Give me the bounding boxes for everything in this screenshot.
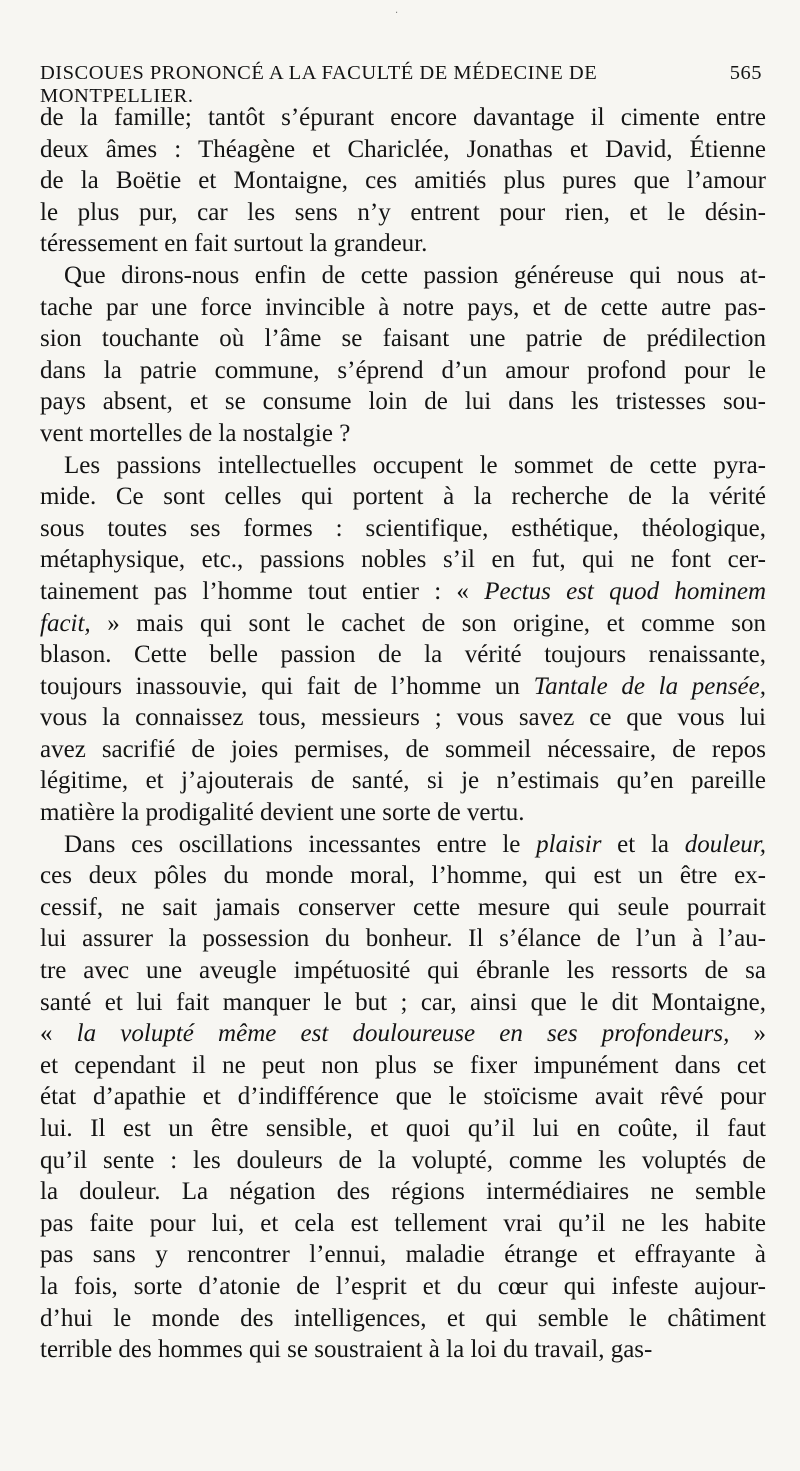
text-line [40,323,766,355]
text-segment: métaphysique, etc., passions nobles s’il en fut, qui ne font cer- [40,546,766,574]
paragraph [40,829,766,1366]
text-line [40,639,766,671]
text-line [40,1334,766,1366]
text-line [40,1050,766,1082]
text-segment: vous la connaissez tous, messieurs ; vous savez ce que vous lui [40,704,766,732]
text-segment: légitime, et j’ajouterais de santé, si je n’estimais qu’en pareille [40,767,766,795]
text-segment: vent mortelles de la nostalgie ? [40,419,351,447]
text-segment: matière la prodigalité devient une sorte de vertu. [40,799,525,827]
text-line [40,1239,766,1271]
text-line [40,892,766,924]
text-line [40,165,766,197]
page-tick-mark: ‧ [395,8,399,19]
text-segment: pays absent, et se consume loin de lui dans les tristesses sou- [40,388,766,416]
text-segment: état d’apathie et d’indifférence que le stoïcisme avait rêvé pour [40,1083,766,1111]
text-line [40,1081,766,1113]
text-segment: de la famille; tantôt s’épurant encore davantage il cimente entre [40,104,766,131]
text-line [40,450,766,482]
text-line [40,355,766,387]
text-line [40,1303,766,1335]
text-segment: et la [601,830,685,858]
text-segment: ces deux pôles du monde moral, l’homme, qui est un être ex- [40,862,766,890]
text-segment: d’hui le monde des intelligences, et qui semble le châtiment [40,1304,766,1332]
text-line [40,576,766,608]
italic-text: Tantale de la pensée, [533,672,766,700]
text-line [40,1113,766,1145]
text-segment: cessif, ne sait jamais conserver cette mesure qui seule pourrait [40,893,766,921]
text-line [40,923,766,955]
text-segment: tache par une force invincible à notre pays, et de cette autre pas- [40,293,766,321]
text-segment: mide. Ce sont celles qui portent à la recherche de la vérité [40,483,766,511]
text-line [40,260,766,292]
paragraph [40,450,766,829]
text-segment: dans la patrie commune, s’éprend d’un amour profond pour le [40,356,766,384]
body-text [40,102,766,1366]
paragraph [40,102,766,260]
text-line [40,955,766,987]
text-line [40,734,766,766]
text-segment: téressement en fait surtout la grandeur. [40,230,428,258]
text-line [40,671,766,703]
text-segment: et cependant il ne peut non plus se fixer impunément dans cet [40,1051,766,1079]
text-line [40,102,766,134]
text-segment: deux âmes : Théagène et Chariclée, Jonathas et David, Étienne [40,135,766,163]
text-line [40,513,766,545]
text-segment: tainement pas l’homme tout entier : « [40,577,485,605]
italic-text: douleur, [684,830,766,858]
text-segment: pas faite pour lui, et cela est tellement vrai qu’il ne les habite [40,1209,766,1237]
text-segment: qu’il sente : les douleurs de la volupté, comme les voluptés de [40,1146,766,1174]
text-segment: terrible des hommes qui se soustraient à la loi du travail, gas- [40,1336,653,1364]
text-segment: lui assurer la possession du bonheur. Il s’élance de l’un à l’au- [40,925,766,953]
text-segment: de la Boëtie et Montaigne, ces amitiés plus pures que l’amour [40,167,766,195]
text-line [40,134,766,166]
text-line [40,481,766,513]
text-segment: sous toutes ses formes : scientifique, esthétique, théologique, [40,514,766,542]
paragraph [40,260,766,450]
text-segment: le plus pur, car les sens n’y entrent pour rien, et le désin- [40,198,766,226]
text-line [40,228,766,260]
italic-text: plaisir [536,830,602,858]
text-line [40,702,766,734]
text-segment: tre avec une aveugle impétuosité qui ébranle les ressorts de sa [40,957,766,985]
italic-text: facit, [40,609,91,637]
text-line [40,1018,766,1050]
text-line [40,829,766,861]
text-segment: Les passions intellectuelles occupent le sommet de cette pyra- [64,451,766,479]
text-segment: la douleur. La négation des régions intermédiaires ne semble [40,1178,766,1206]
running-title: DISCOUES PRONONCÉ A LA FACULTÉ DE MÉDECINE DE MONTPELLIER. [40,62,598,107]
text-line [40,608,766,640]
text-segment: avez sacrifié de joies permises, de sommeil nécessaire, de repos [40,735,766,763]
text-line [40,292,766,324]
text-line [40,765,766,797]
italic-text: Pectus est quod hominem [484,577,766,605]
text-line [40,544,766,576]
text-segment: la fois, sorte d’atonie de l’esprit et du cœur qui infeste aujour- [40,1272,766,1300]
italic-text: la volupté même est douloureuse en ses profondeurs, [76,1020,730,1048]
text-line [40,1208,766,1240]
text-segment: Dans ces oscillations incessantes entre le [64,830,537,858]
text-line [40,418,766,450]
text-line [40,1145,766,1177]
text-segment: toujours inassouvie, qui fait de l’homme un [40,672,534,700]
text-segment: « [40,1020,77,1048]
text-segment: » mais qui sont le cachet de son origine, et comme son [90,609,766,637]
text-segment: sion touchante où l’âme se faisant une patrie de prédilection [40,325,766,353]
text-line [40,197,766,229]
page-number: 565 [729,62,762,84]
text-line [40,860,766,892]
text-line [40,1271,766,1303]
text-segment: santé et lui fait manquer le but ; car, ainsi que le dit Montaigne, [40,988,766,1016]
text-line [40,1176,766,1208]
text-segment: blason. Cette belle passion de la vérité toujours renaissante, [40,641,766,669]
text-line [40,987,766,1019]
text-line [40,386,766,418]
text-segment: lui. Il est un être sensible, et quoi qu’il lui en coûte, il faut [40,1115,766,1142]
text-line [40,797,766,829]
text-segment: Que dirons-nous enfin de cette passion généreuse qui nous at- [64,261,766,289]
text-segment: » [729,1020,766,1048]
text-segment: pas sans y rencontrer l’ennui, maladie étrange et effrayante à [40,1241,766,1269]
